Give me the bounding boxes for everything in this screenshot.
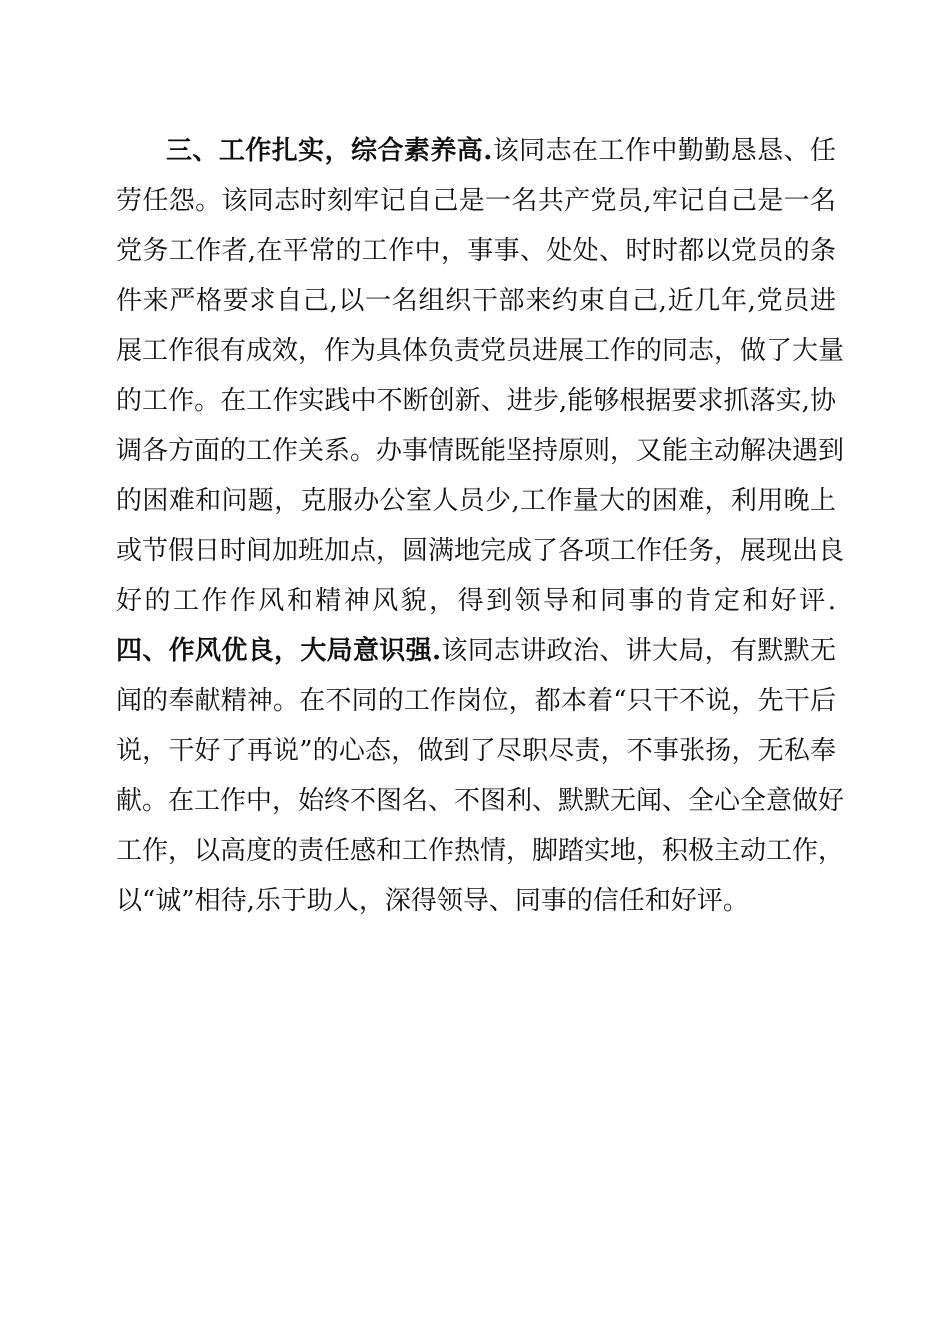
section-3-line-1 <box>116 126 836 176</box>
section-3-line-10: 好的工作作风和精神风貌，得到领导和同事的肯定和好评. <box>116 586 836 616</box>
section-3-line-2: 劳任怨。该同志时刻牢记自己是一名共产党员,牢记自己是一名 <box>116 186 836 216</box>
section-4-heading: 四、作风优良，大局意识强. <box>116 636 442 666</box>
section-3-line-7: 调各方面的工作关系。办事情既能坚持原则，又能主动解决遇到 <box>116 436 845 466</box>
section-4-line-5: 工作，以高度的责任感和工作热情，脚踏实地，积极主动工作， <box>116 836 845 866</box>
section-3-line-9: 或节假日时间加班加点，圆满地完成了各项工作任务，展现出良 <box>116 536 845 566</box>
section-3-line-3: 党务工作者,在平常的工作中，事事、处处、时时都以党员的条 <box>116 236 836 266</box>
section-3-line-4: 件来严格要求自己,以一名组织干部来约束自己,近几年,党员进 <box>116 286 836 316</box>
section-4-line-6: 以“诚”相待,乐于助人，深得领导、同事的信任和好评。 <box>116 886 749 916</box>
section-3-line-6: 的工作。在工作实践中不断创新、进步,能够根据要求抓落实,协 <box>116 386 836 416</box>
document-body <box>116 126 845 926</box>
section-3-heading: 三、工作扎实，综合素养高. <box>166 136 493 166</box>
section-3-text: 该同志在工作中勤勤恳恳、任 <box>492 136 836 166</box>
section-4-line-4: 献。在工作中，始终不图名、不图利、默默无闻、全心全意做好 <box>116 786 845 816</box>
section-4-line-1 <box>116 626 836 676</box>
section-4-line-3: 说，干好了再说”的心态，做到了尽职尽责，不事张扬，无私奉 <box>116 736 836 766</box>
section-4-line-2: 闻的奉献精神。在不同的工作岗位，都本着“只干不说，先干后 <box>116 686 836 716</box>
section-4-text: 该同志讲政治、讲大局，有默默无 <box>441 636 836 666</box>
section-3-line-5: 展工作很有成效，作为具体负责党员进展工作的同志，做了大量 <box>116 336 845 366</box>
section-3-line-8: 的困难和问题，克服办公室人员少,工作量大的困难，利用晚上 <box>116 486 836 516</box>
